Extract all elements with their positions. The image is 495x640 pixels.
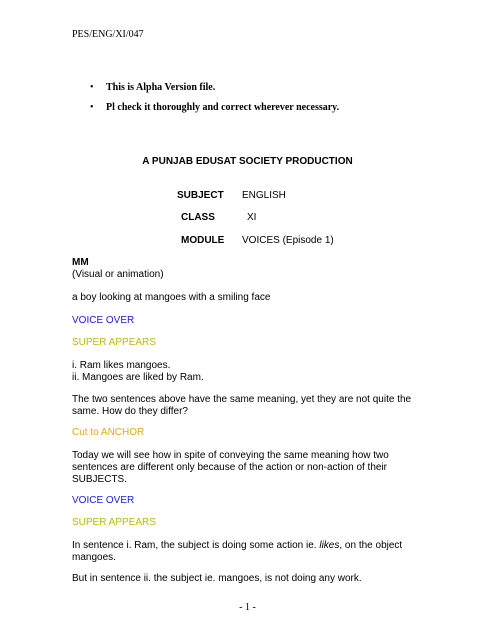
example-sentence-2: ii. Mangoes are liked by Ram. <box>72 372 204 383</box>
production-title: A PUNJAB EDUSAT SOCIETY PRODUCTION <box>142 156 353 167</box>
emphasis-text: likes <box>319 540 340 551</box>
cut-to-anchor-cue: Cut to ANCHOR <box>72 427 145 438</box>
voice-over-cue: VOICE OVER <box>72 495 135 506</box>
subject-value: ENGLISH <box>242 190 286 201</box>
paragraph-line: same. How do they differ? <box>72 406 188 417</box>
class-label: CLASS <box>181 212 215 223</box>
paragraph-line: SUBJECTS. <box>72 474 128 485</box>
note-item-2 <box>90 102 339 113</box>
paragraph-line <box>72 539 402 552</box>
text-run: , on the object <box>339 540 403 551</box>
note-text: Pl check it thoroughly and correct wherever necessary. <box>106 102 340 113</box>
voice-over-cue: VOICE OVER <box>72 315 135 326</box>
mm-note: (Visual or animation) <box>72 269 164 280</box>
subject-label: SUBJECT <box>177 190 224 201</box>
paragraph-line: The two sentences above have the same meaning, yet they are not quite the <box>72 394 412 405</box>
super-appears-cue: SUPER APPEARS <box>72 337 156 348</box>
bullet-icon: • <box>90 102 94 113</box>
page-number: - 1 - <box>239 602 256 613</box>
module-label: MODULE <box>181 235 225 246</box>
mm-heading: MM <box>72 257 89 268</box>
module-value: VOICES (Episode 1) <box>242 235 334 246</box>
super-appears-cue: SUPER APPEARS <box>72 517 156 528</box>
example-sentence-1: i. Ram likes mangoes. <box>72 360 171 371</box>
paragraph-line: mangoes. <box>72 552 116 563</box>
paragraph-line: Today we will see how in spite of conveying the same meaning how two <box>72 450 389 461</box>
bullet-icon: • <box>90 82 94 93</box>
visual-description: a boy looking at mangoes with a smiling face <box>72 292 271 303</box>
note-text: This is Alpha Version file. <box>106 82 216 93</box>
note-item-1 <box>90 82 215 93</box>
class-value: XI <box>247 212 257 223</box>
text-run: In sentence i. Ram, the subject is doing some action ie. <box>72 540 320 551</box>
paragraph-line: But in sentence ii. the subject ie. mangoes, is not doing any work. <box>72 573 362 584</box>
paragraph-line: sentences are different only because of the action or non-action of their <box>72 462 388 473</box>
document-code: PES/ENG/XI/047 <box>72 29 144 40</box>
